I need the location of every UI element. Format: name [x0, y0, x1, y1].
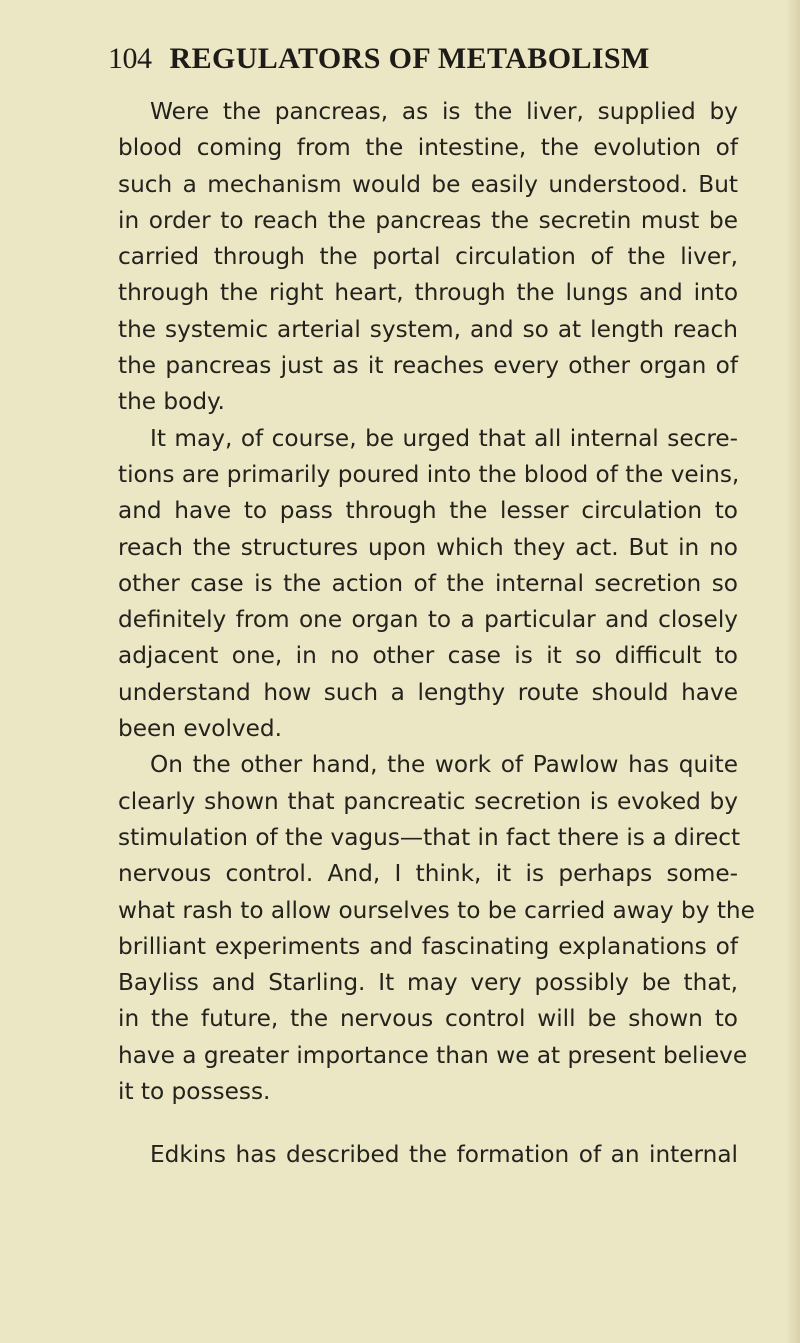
text-line: what rash to allow ourselves to be carried away by the [118, 896, 755, 924]
text-line: clearly shown that pancreatic secretion is evoked by [118, 787, 738, 815]
text-line: the pancreas just as it reaches every other organ of [118, 352, 738, 380]
running-title: REGULATORS OF METABOLISM [169, 42, 650, 75]
text-line: definitely from one organ to a particular and closely [118, 606, 738, 634]
text-line: the systemic arterial system, and so at length reach [118, 315, 738, 343]
text-line: adjacent one, in no other case is it so difficult to [118, 642, 738, 670]
body-text [118, 94, 755, 1174]
text-line: Edkins has described the formation of an internal [150, 1141, 738, 1169]
text-line: such a mechanism would be easily understood. But [118, 170, 738, 198]
text-line: other case is the action of the internal secretion so [118, 569, 738, 597]
text-line: brilliant experiments and fascinating explanations of [118, 932, 738, 960]
text-line: through the right heart, through the lungs and into [118, 279, 738, 307]
text-line: in the future, the nervous control will be shown to [118, 1005, 738, 1033]
text-line: in order to reach the pancreas the secretin must be [118, 206, 738, 234]
text-line: carried through the portal circulation of the liver, [118, 243, 738, 271]
text-line: Were the pancreas, as is the liver, supplied by [150, 98, 738, 125]
text-line: reach the structures upon which they act. But in no [118, 533, 738, 561]
text-line: blood coming from the intestine, the evolution of [118, 134, 738, 162]
text-line: and have to pass through the lesser circulation to [118, 497, 738, 525]
text-line: tions are primarily poured into the blood of the veins, [118, 460, 740, 488]
page-number: 104 [108, 42, 152, 75]
text-line: it to possess. [118, 1078, 271, 1106]
text-line: On the other hand, the work of Pawlow has quite [150, 751, 738, 779]
text-line: the body. [118, 388, 225, 416]
text-line: It may, of course, be urged that all internal secre- [150, 424, 738, 452]
running-header [108, 42, 748, 82]
page-edge-shadow [786, 0, 800, 1343]
text-line: understand how such a lengthy route should have [118, 678, 738, 706]
text-line: been evolved. [118, 715, 283, 743]
text-line: have a greater importance than we at present believe [118, 1041, 748, 1069]
text-line: Bayliss and Starling. It may very possibly be that, [118, 969, 738, 997]
text-line: stimulation of the vagus—that in fact there is a direct [118, 823, 741, 851]
text-line: nervous control. And, I think, it is perhaps some- [118, 860, 738, 888]
